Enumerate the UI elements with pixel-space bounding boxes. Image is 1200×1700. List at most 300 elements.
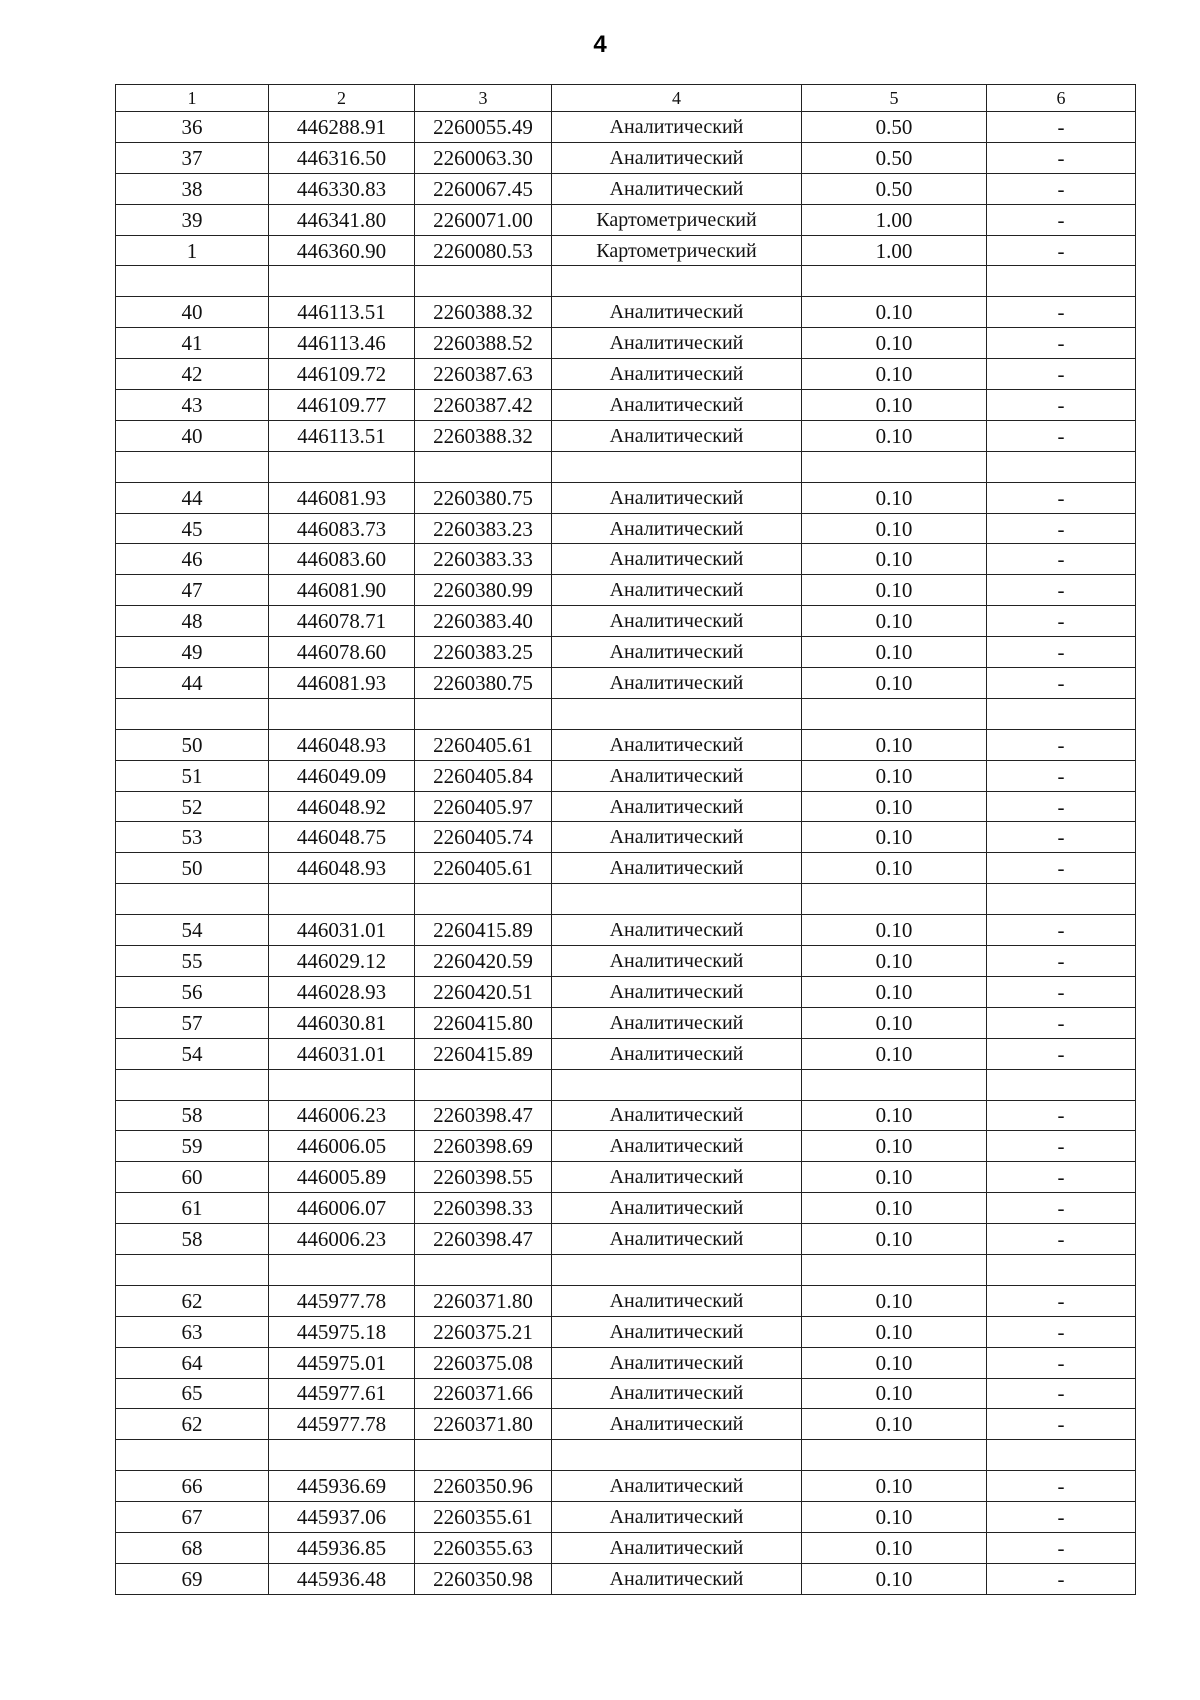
table-row	[116, 822, 1136, 853]
cell-description: -	[987, 637, 1136, 668]
cell-description	[987, 1069, 1136, 1100]
cell-description	[987, 1254, 1136, 1285]
cell-x: 446360.90	[269, 235, 415, 266]
cell-y: 2260371.80	[415, 1409, 552, 1440]
table-row	[116, 1409, 1136, 1440]
cell-accuracy: 0.10	[802, 359, 987, 390]
cell-x: 446081.93	[269, 482, 415, 513]
cell-description: -	[987, 976, 1136, 1007]
cell-method	[552, 266, 802, 297]
cell-description: -	[987, 822, 1136, 853]
cell-x: 446031.01	[269, 915, 415, 946]
cell-accuracy: 0.10	[802, 1347, 987, 1378]
coordinates-table	[115, 84, 1136, 1595]
cell-method: Аналитический	[552, 1100, 802, 1131]
cell-point-number: 55	[116, 946, 269, 977]
cell-y: 2260380.99	[415, 575, 552, 606]
cell-y: 2260383.23	[415, 513, 552, 544]
cell-accuracy: 0.10	[802, 637, 987, 668]
table-row	[116, 946, 1136, 977]
cell-point-number	[116, 1254, 269, 1285]
cell-point-number	[116, 1440, 269, 1471]
cell-x: 446316.50	[269, 142, 415, 173]
cell-accuracy: 0.50	[802, 142, 987, 173]
cell-accuracy	[802, 1069, 987, 1100]
table-row	[116, 544, 1136, 575]
table-row	[116, 112, 1136, 143]
cell-description: -	[987, 1038, 1136, 1069]
cell-accuracy: 0.10	[802, 822, 987, 853]
cell-point-number: 49	[116, 637, 269, 668]
cell-accuracy: 0.10	[802, 606, 987, 637]
cell-y: 2260405.61	[415, 729, 552, 760]
cell-description	[987, 1440, 1136, 1471]
table-row	[116, 1007, 1136, 1038]
cell-y: 2260080.53	[415, 235, 552, 266]
cell-y: 2260420.51	[415, 976, 552, 1007]
cell-description: -	[987, 1193, 1136, 1224]
table-separator-row	[116, 451, 1136, 482]
cell-method: Аналитический	[552, 173, 802, 204]
table-row	[116, 668, 1136, 699]
cell-x: 446109.72	[269, 359, 415, 390]
cell-accuracy: 0.10	[802, 1285, 987, 1316]
cell-y: 2260415.89	[415, 915, 552, 946]
table-row	[116, 1347, 1136, 1378]
cell-point-number: 44	[116, 482, 269, 513]
cell-y: 2260067.45	[415, 173, 552, 204]
cell-point-number: 36	[116, 112, 269, 143]
cell-method: Аналитический	[552, 946, 802, 977]
cell-x	[269, 698, 415, 729]
cell-method: Аналитический	[552, 297, 802, 328]
table-row	[116, 513, 1136, 544]
cell-y	[415, 1254, 552, 1285]
cell-method: Аналитический	[552, 1471, 802, 1502]
coordinates-table-body	[116, 85, 1136, 1595]
cell-y: 2260415.89	[415, 1038, 552, 1069]
cell-point-number: 50	[116, 853, 269, 884]
cell-method: Аналитический	[552, 1285, 802, 1316]
table-row	[116, 204, 1136, 235]
cell-description: -	[987, 390, 1136, 421]
cell-description: -	[987, 1471, 1136, 1502]
cell-accuracy: 0.10	[802, 976, 987, 1007]
cell-x: 445936.69	[269, 1471, 415, 1502]
column-header-x: 2	[269, 85, 415, 112]
cell-y	[415, 1069, 552, 1100]
cell-accuracy	[802, 451, 987, 482]
cell-method: Аналитический	[552, 791, 802, 822]
cell-point-number: 63	[116, 1316, 269, 1347]
cell-y: 2260398.69	[415, 1131, 552, 1162]
cell-description: -	[987, 1162, 1136, 1193]
cell-method	[552, 884, 802, 915]
cell-point-number: 40	[116, 297, 269, 328]
cell-method: Аналитический	[552, 1532, 802, 1563]
table-row	[116, 1532, 1136, 1563]
column-header-point-number: 1	[116, 85, 269, 112]
cell-y: 2260388.32	[415, 420, 552, 451]
cell-accuracy: 0.10	[802, 1193, 987, 1224]
cell-point-number	[116, 266, 269, 297]
table-row	[116, 1563, 1136, 1594]
table-row	[116, 1162, 1136, 1193]
cell-method	[552, 1440, 802, 1471]
cell-point-number: 1	[116, 235, 269, 266]
cell-point-number: 56	[116, 976, 269, 1007]
cell-accuracy: 0.10	[802, 853, 987, 884]
cell-description: -	[987, 1502, 1136, 1533]
table-row	[116, 1471, 1136, 1502]
cell-accuracy: 0.10	[802, 1131, 987, 1162]
cell-point-number: 39	[116, 204, 269, 235]
cell-description: -	[987, 1224, 1136, 1255]
cell-accuracy	[802, 1254, 987, 1285]
cell-accuracy: 0.10	[802, 482, 987, 513]
cell-point-number: 59	[116, 1131, 269, 1162]
table-row	[116, 1193, 1136, 1224]
cell-description: -	[987, 946, 1136, 977]
cell-description: -	[987, 482, 1136, 513]
cell-x: 446083.60	[269, 544, 415, 575]
cell-y: 2260375.21	[415, 1316, 552, 1347]
cell-y: 2260398.33	[415, 1193, 552, 1224]
cell-x: 445977.78	[269, 1285, 415, 1316]
cell-accuracy: 0.10	[802, 1224, 987, 1255]
cell-method: Аналитический	[552, 1131, 802, 1162]
cell-method: Аналитический	[552, 1316, 802, 1347]
cell-description: -	[987, 204, 1136, 235]
cell-y: 2260355.61	[415, 1502, 552, 1533]
table-row	[116, 359, 1136, 390]
cell-method: Аналитический	[552, 668, 802, 699]
cell-accuracy: 0.10	[802, 946, 987, 977]
table-header-row	[116, 85, 1136, 112]
cell-description: -	[987, 142, 1136, 173]
cell-method: Картометрический	[552, 204, 802, 235]
table-row	[116, 173, 1136, 204]
cell-point-number: 38	[116, 173, 269, 204]
table-row	[116, 976, 1136, 1007]
cell-x: 446081.93	[269, 668, 415, 699]
cell-x: 446029.12	[269, 946, 415, 977]
cell-method: Аналитический	[552, 544, 802, 575]
cell-x: 446109.77	[269, 390, 415, 421]
cell-point-number: 60	[116, 1162, 269, 1193]
table-row	[116, 853, 1136, 884]
cell-point-number: 66	[116, 1471, 269, 1502]
cell-point-number: 58	[116, 1224, 269, 1255]
cell-y: 2260380.75	[415, 482, 552, 513]
cell-point-number: 43	[116, 390, 269, 421]
cell-method	[552, 698, 802, 729]
cell-x: 446113.51	[269, 420, 415, 451]
cell-y: 2260371.80	[415, 1285, 552, 1316]
cell-description	[987, 698, 1136, 729]
cell-y: 2260405.84	[415, 760, 552, 791]
cell-method: Аналитический	[552, 915, 802, 946]
cell-point-number: 68	[116, 1532, 269, 1563]
cell-point-number: 65	[116, 1378, 269, 1409]
cell-accuracy: 0.10	[802, 729, 987, 760]
cell-x: 446006.23	[269, 1100, 415, 1131]
cell-y: 2260350.96	[415, 1471, 552, 1502]
cell-point-number: 37	[116, 142, 269, 173]
cell-x: 446078.71	[269, 606, 415, 637]
cell-accuracy: 0.10	[802, 1502, 987, 1533]
cell-accuracy	[802, 266, 987, 297]
table-row	[116, 297, 1136, 328]
cell-description: -	[987, 420, 1136, 451]
cell-y: 2260350.98	[415, 1563, 552, 1594]
cell-point-number: 44	[116, 668, 269, 699]
cell-accuracy	[802, 698, 987, 729]
cell-accuracy: 0.10	[802, 513, 987, 544]
cell-x: 445937.06	[269, 1502, 415, 1533]
cell-method: Картометрический	[552, 235, 802, 266]
cell-description	[987, 884, 1136, 915]
cell-method: Аналитический	[552, 1378, 802, 1409]
cell-x: 446005.89	[269, 1162, 415, 1193]
table-row	[116, 915, 1136, 946]
table-row	[116, 729, 1136, 760]
table-row	[116, 791, 1136, 822]
cell-y: 2260405.74	[415, 822, 552, 853]
cell-accuracy: 0.10	[802, 390, 987, 421]
table-row	[116, 1224, 1136, 1255]
cell-description: -	[987, 235, 1136, 266]
table-row	[116, 328, 1136, 359]
cell-description: -	[987, 1532, 1136, 1563]
cell-x: 446288.91	[269, 112, 415, 143]
cell-accuracy: 0.10	[802, 1378, 987, 1409]
cell-point-number: 69	[116, 1563, 269, 1594]
cell-accuracy: 0.10	[802, 668, 987, 699]
cell-x: 446081.90	[269, 575, 415, 606]
cell-description: -	[987, 668, 1136, 699]
cell-description: -	[987, 1409, 1136, 1440]
cell-accuracy	[802, 884, 987, 915]
cell-x: 445936.48	[269, 1563, 415, 1594]
table-row	[116, 575, 1136, 606]
cell-description: -	[987, 606, 1136, 637]
cell-point-number: 54	[116, 915, 269, 946]
cell-method: Аналитический	[552, 328, 802, 359]
cell-x: 445975.18	[269, 1316, 415, 1347]
column-header-y: 3	[415, 85, 552, 112]
table-separator-row	[116, 1254, 1136, 1285]
cell-point-number: 54	[116, 1038, 269, 1069]
table-row	[116, 1378, 1136, 1409]
cell-description: -	[987, 853, 1136, 884]
cell-x: 446006.07	[269, 1193, 415, 1224]
cell-method	[552, 1254, 802, 1285]
cell-y: 2260387.42	[415, 390, 552, 421]
cell-description: -	[987, 1378, 1136, 1409]
cell-x: 446330.83	[269, 173, 415, 204]
cell-y: 2260355.63	[415, 1532, 552, 1563]
table-row	[116, 1316, 1136, 1347]
cell-y: 2260398.47	[415, 1100, 552, 1131]
table-row	[116, 1100, 1136, 1131]
table-separator-row	[116, 698, 1136, 729]
table-row	[116, 760, 1136, 791]
cell-description: -	[987, 1131, 1136, 1162]
cell-method: Аналитический	[552, 1038, 802, 1069]
cell-point-number: 61	[116, 1193, 269, 1224]
cell-y	[415, 451, 552, 482]
cell-y: 2260371.66	[415, 1378, 552, 1409]
cell-y	[415, 884, 552, 915]
cell-description	[987, 451, 1136, 482]
cell-x: 446030.81	[269, 1007, 415, 1038]
cell-point-number: 42	[116, 359, 269, 390]
cell-point-number: 62	[116, 1409, 269, 1440]
cell-method: Аналитический	[552, 1193, 802, 1224]
cell-point-number: 40	[116, 420, 269, 451]
cell-y: 2260398.55	[415, 1162, 552, 1193]
cell-y: 2260388.32	[415, 297, 552, 328]
cell-description: -	[987, 915, 1136, 946]
cell-y: 2260405.97	[415, 791, 552, 822]
cell-y: 2260375.08	[415, 1347, 552, 1378]
table-row	[116, 1502, 1136, 1533]
cell-description: -	[987, 513, 1136, 544]
cell-x	[269, 1254, 415, 1285]
cell-x	[269, 451, 415, 482]
cell-method: Аналитический	[552, 822, 802, 853]
cell-x: 446048.93	[269, 729, 415, 760]
cell-x: 445977.61	[269, 1378, 415, 1409]
cell-point-number: 58	[116, 1100, 269, 1131]
cell-y: 2260383.33	[415, 544, 552, 575]
cell-x: 446006.23	[269, 1224, 415, 1255]
cell-y: 2260383.40	[415, 606, 552, 637]
cell-accuracy: 0.10	[802, 420, 987, 451]
cell-method: Аналитический	[552, 1409, 802, 1440]
cell-description: -	[987, 173, 1136, 204]
cell-point-number: 62	[116, 1285, 269, 1316]
cell-y	[415, 266, 552, 297]
cell-y: 2260415.80	[415, 1007, 552, 1038]
cell-method: Аналитический	[552, 112, 802, 143]
cell-method	[552, 451, 802, 482]
cell-point-number: 67	[116, 1502, 269, 1533]
cell-point-number	[116, 884, 269, 915]
cell-x	[269, 266, 415, 297]
cell-point-number: 46	[116, 544, 269, 575]
cell-description: -	[987, 328, 1136, 359]
cell-accuracy: 1.00	[802, 235, 987, 266]
cell-method: Аналитический	[552, 142, 802, 173]
cell-point-number	[116, 1069, 269, 1100]
column-header-method: 4	[552, 85, 802, 112]
cell-accuracy: 0.10	[802, 328, 987, 359]
table-row	[116, 420, 1136, 451]
cell-method: Аналитический	[552, 637, 802, 668]
cell-method: Аналитический	[552, 853, 802, 884]
cell-x: 446048.93	[269, 853, 415, 884]
cell-description: -	[987, 760, 1136, 791]
cell-accuracy: 0.10	[802, 1007, 987, 1038]
cell-point-number	[116, 451, 269, 482]
cell-x: 446341.80	[269, 204, 415, 235]
cell-accuracy: 1.00	[802, 204, 987, 235]
column-header-accuracy: 5	[802, 85, 987, 112]
cell-accuracy: 0.10	[802, 1100, 987, 1131]
cell-y: 2260398.47	[415, 1224, 552, 1255]
cell-y: 2260405.61	[415, 853, 552, 884]
cell-x: 446006.05	[269, 1131, 415, 1162]
cell-description: -	[987, 729, 1136, 760]
page-number: 4	[593, 31, 607, 58]
cell-method: Аналитический	[552, 420, 802, 451]
cell-point-number: 51	[116, 760, 269, 791]
cell-x	[269, 1440, 415, 1471]
table-separator-row	[116, 1440, 1136, 1471]
cell-point-number: 57	[116, 1007, 269, 1038]
cell-point-number: 41	[116, 328, 269, 359]
cell-description: -	[987, 1285, 1136, 1316]
cell-description	[987, 266, 1136, 297]
cell-point-number: 45	[116, 513, 269, 544]
cell-point-number: 52	[116, 791, 269, 822]
cell-x: 446048.92	[269, 791, 415, 822]
cell-y: 2260380.75	[415, 668, 552, 699]
cell-x: 446028.93	[269, 976, 415, 1007]
cell-accuracy: 0.10	[802, 575, 987, 606]
cell-description: -	[987, 359, 1136, 390]
table-row	[116, 637, 1136, 668]
table-row	[116, 235, 1136, 266]
cell-description: -	[987, 1563, 1136, 1594]
table-separator-row	[116, 884, 1136, 915]
cell-y: 2260383.25	[415, 637, 552, 668]
cell-y: 2260387.63	[415, 359, 552, 390]
cell-method: Аналитический	[552, 606, 802, 637]
cell-accuracy: 0.10	[802, 760, 987, 791]
cell-method	[552, 1069, 802, 1100]
cell-accuracy: 0.10	[802, 915, 987, 946]
cell-description: -	[987, 544, 1136, 575]
cell-y: 2260063.30	[415, 142, 552, 173]
table-separator-row	[116, 1069, 1136, 1100]
table-row	[116, 1285, 1136, 1316]
cell-method: Аналитический	[552, 359, 802, 390]
cell-x: 445977.78	[269, 1409, 415, 1440]
cell-y	[415, 698, 552, 729]
cell-point-number: 64	[116, 1347, 269, 1378]
cell-accuracy: 0.10	[802, 1563, 987, 1594]
cell-x: 446078.60	[269, 637, 415, 668]
table-row	[116, 142, 1136, 173]
cell-accuracy: 0.50	[802, 112, 987, 143]
cell-accuracy: 0.10	[802, 1162, 987, 1193]
cell-method: Аналитический	[552, 1502, 802, 1533]
cell-method: Аналитический	[552, 976, 802, 1007]
table-row	[116, 482, 1136, 513]
cell-x: 446049.09	[269, 760, 415, 791]
cell-y: 2260055.49	[415, 112, 552, 143]
cell-point-number: 50	[116, 729, 269, 760]
table-row	[116, 390, 1136, 421]
cell-y: 2260388.52	[415, 328, 552, 359]
cell-method: Аналитический	[552, 1162, 802, 1193]
cell-description: -	[987, 1316, 1136, 1347]
cell-accuracy: 0.10	[802, 791, 987, 822]
cell-x: 446083.73	[269, 513, 415, 544]
